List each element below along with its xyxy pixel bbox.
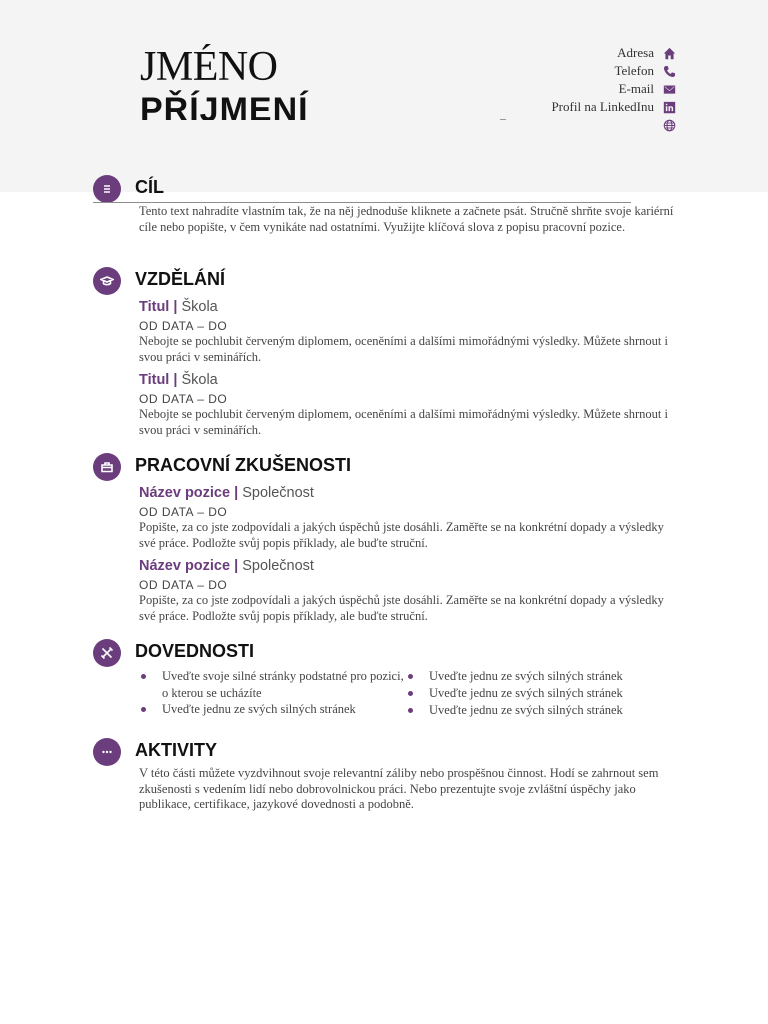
experience-description[interactable]: Popište, za co jste zodpovídali a jakých úspěchů jste dosáhli. Zaměřte se na konkrétní dopady a výsledky své práce. Podložte svůj popis příklady, ale buďte struční.	[139, 593, 664, 623]
first-name[interactable]: JMÉNO	[140, 44, 278, 90]
list-icon	[93, 175, 121, 203]
more-icon	[93, 738, 121, 766]
section-title: CÍL	[135, 177, 164, 197]
section-experience	[93, 453, 683, 624]
linkedin-icon	[662, 100, 676, 114]
contact-phone[interactable]	[551, 62, 676, 80]
education-entry-title[interactable]: Titul | Škola	[139, 372, 218, 388]
experience-entry-title[interactable]: Název pozice | Společnost	[139, 558, 314, 574]
section-title: DOVEDNOSTI	[135, 641, 255, 661]
skills-list-left	[139, 668, 406, 719]
name-block	[140, 44, 309, 120]
last-name[interactable]: PŘÍJMENÍ	[140, 91, 309, 120]
objective-text[interactable]: Tento text nahradíte vlastním tak, že na něj jednoduše kliknete a začnete psát. Stručně shrňte svoje kariérní cíle nebo popište, v čem vynikáte nad ostatními. Využijte klíčová slova z popisu pracovní pozice.	[139, 204, 674, 234]
contact-linkedin[interactable]	[551, 98, 676, 116]
experience-date: OD DATA – DO	[139, 505, 228, 519]
section-title: VZDĚLÁNÍ	[135, 269, 225, 289]
section-skills	[93, 639, 683, 719]
education-description[interactable]: Nebojte se pochlubit červeným diplomem, oceněními a dalšími mimořádnými výsledky. Můžete shrnout i svou práci v seminářích.	[139, 407, 668, 437]
contact-email[interactable]	[551, 80, 676, 98]
contact-address[interactable]	[551, 44, 676, 62]
section-title: AKTIVITY	[135, 740, 218, 760]
skill-item[interactable]: Uveďte svoje silné stránky podstatné pro pozici, o kterou se ucházíte	[139, 668, 406, 701]
section-activities	[93, 738, 683, 813]
skill-item[interactable]: Uveďte jednu ze svých silných stránek	[406, 685, 673, 702]
experience-date: OD DATA – DO	[139, 578, 228, 592]
contact-website[interactable]	[551, 116, 676, 134]
email-icon	[662, 82, 676, 96]
skill-item[interactable]: Uveďte jednu ze svých silných stránek	[139, 701, 406, 718]
contact-info	[551, 44, 676, 134]
education-date: OD DATA – DO	[139, 319, 228, 333]
skill-item[interactable]: Uveďte jednu ze svých silných stránek	[406, 668, 673, 685]
section-title: PRACOVNÍ ZKUŠENOSTI	[135, 455, 352, 475]
skills-list-right	[406, 668, 673, 719]
home-icon	[662, 46, 676, 60]
skill-item[interactable]: Uveďte jednu ze svých silných stránek	[406, 702, 673, 719]
tools-icon	[93, 639, 121, 667]
contact-email-label: E-mail	[618, 81, 654, 96]
education-date: OD DATA – DO	[139, 392, 228, 406]
section-education	[93, 267, 683, 438]
section-divider	[93, 202, 631, 203]
activities-text[interactable]: V této části můžete vyzdvihnout svoje relevantní záliby nebo prospěšnou činnost. Hodí se zahrnout sem zkušenosti s vedením lidí nebo dobrovolnickou práci. Nebo prezentujte svoje zvláštní úspěchy jako publikace, certifikace, jazykové dovednosti a podobně.	[139, 766, 659, 811]
globe-icon	[662, 118, 676, 132]
education-description[interactable]: Nebojte se pochlubit červeným diplomem, oceněními a dalšími mimořádnými výsledky. Můžete shrnout i svou práci v seminářích.	[139, 334, 668, 364]
briefcase-icon	[93, 453, 121, 481]
contact-address-label: Adresa	[617, 45, 654, 60]
experience-description[interactable]: Popište, za co jste zodpovídali a jakých úspěchů jste dosáhli. Zaměřte se na konkrétní dopady a výsledky své práce. Podložte svůj popis příklady, ale buďte struční.	[139, 520, 664, 550]
divider-mark	[500, 119, 506, 120]
graduation-cap-icon	[93, 267, 121, 295]
contact-linkedin-label: Profil na LinkedInu	[551, 99, 654, 114]
experience-entry-title[interactable]: Název pozice | Společnost	[139, 485, 314, 501]
section-objective	[93, 175, 683, 235]
phone-icon	[662, 64, 676, 78]
contact-phone-label: Telefon	[614, 63, 654, 78]
education-entry-title[interactable]: Titul | Škola	[139, 299, 218, 315]
